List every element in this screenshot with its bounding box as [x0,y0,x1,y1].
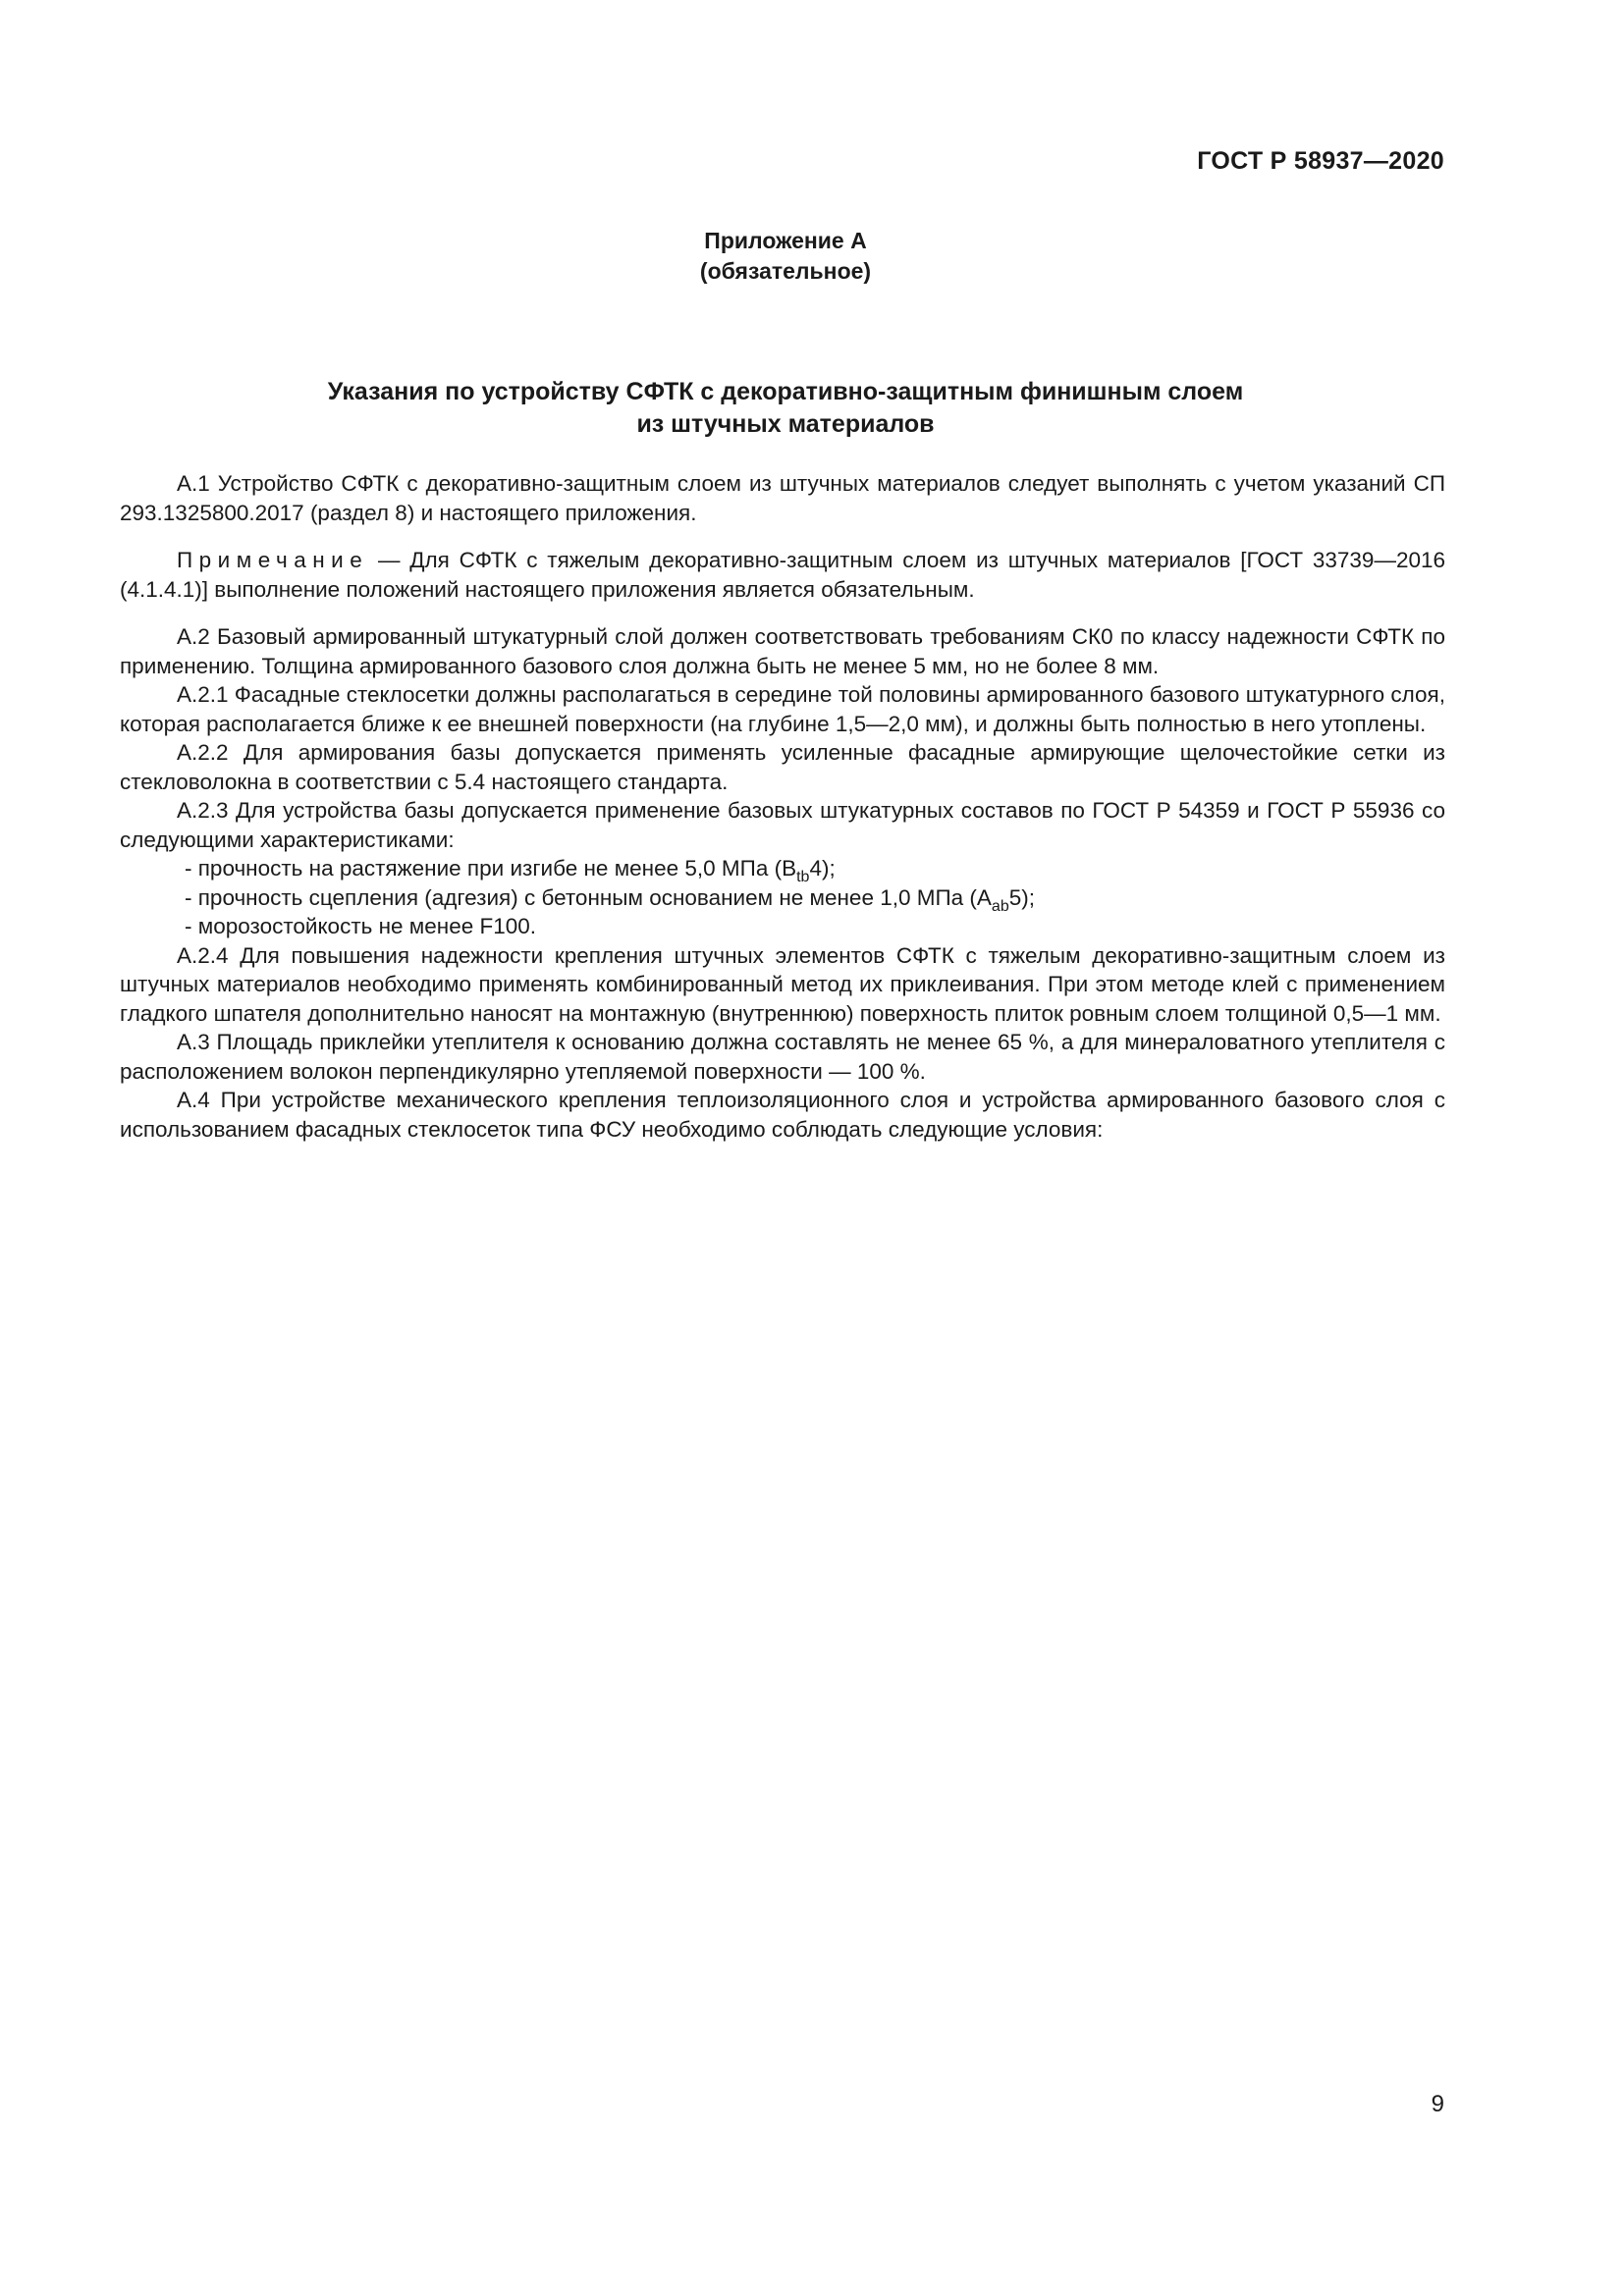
annex-status: (обязательное) [699,258,872,284]
list-item [120,912,1445,941]
annex-title-line-2: из штучных материалов [636,410,935,438]
document-body [120,469,1445,1144]
paragraph-a2-1: А.2.1 Фасадные стеклосетки должны располагаться в середине той половины армированного базового штукатурного слоя, которая располагается ближе к ее внешней поверхности (на глубине 1,5—2,0 мм), и должны быть полностью в него утоплены. [120,682,1445,736]
list-item-suffix: 5); [1008,884,1035,910]
paragraph-a2: А.2 Базовый армированный штукатурный слой должен соответствовать требованиям СК0 по классу надежности СФТК по применению. Толщина армированного базового слоя должна быть не менее 5 мм, но не более 8 мм. [120,624,1445,678]
note-text: — Для СФТК с тяжелым декоративно-защитным слоем из штучных материалов [ГОСТ 33739—2016 (4.1.4.1)] выполнение положений настоящего приложения является обязательным. [120,548,1445,602]
note-paragraph [120,546,1445,604]
list-item-text: - прочность сцепления (адгезия) с бетонным основанием не менее 1,0 МПа (A [185,884,992,910]
annex-label: Приложение А [704,228,867,253]
list-item-subscript: ab [991,897,1009,915]
paragraph-a4: А.4 При устройстве механического крепления теплоизоляционного слоя и устройства армированного базового слоя с использованием фасадных стеклосеток типа ФСУ необходимо соблюдать следующие условия: [120,1088,1445,1142]
paragraph-a2-4: А.2.4 Для повышения надежности крепления штучных элементов СФТК с тяжелым декоративно-защитным слоем из штучных материалов необходимо применять комбинированный метод их приклеивания. При этом методе клей с применением гладкого шпателя дополнительно наносят на монтажную (внутреннюю) поверхность плиток ровным слоем толщиной 0,5—1 мм. [120,942,1445,1026]
annex-title-line-1: Указания по устройству СФТК с декоративно-защитным финишным слоем [327,378,1244,405]
document-code: ГОСТ Р 58937—2020 [1197,147,1444,175]
list-item-subscript: tb [796,869,810,885]
page-number: 9 [1431,2091,1444,2117]
paragraph-a2-2: А.2.2 Для армирования базы допускается применять усиленные фасадные армирующие щелочестойкие сетки из стекловолокна в соответствии с 5.4 настоящего стандарта. [120,740,1445,794]
list-item [120,854,1445,883]
list-item-text: - прочность на растяжение при изгибе не менее 5,0 МПа (B [185,856,797,881]
list-item-text: - морозостойкость не менее F100. [185,914,537,938]
paragraph-a3: А.3 Площадь приклейки утеплителя к основанию должна составлять не менее 65 %, а для минераловатного утеплителя с расположением волокон перпендикулярно утепляемой поверхности — 100 %. [120,1030,1445,1084]
annex-title [0,376,1571,441]
annex-heading [0,226,1571,287]
list-item-suffix: 4); [809,856,836,881]
paragraph-a1: А.1 Устройство СФТК с декоративно-защитным слоем из штучных материалов следует выполнять с учетом указаний СП 293.1325800.2017 (раздел 8) и настоящего приложения. [120,471,1445,525]
note-label: Примечание [177,548,369,572]
paragraph-a2-3: А.2.3 Для устройства базы допускается применение базовых штукатурных составов по ГОСТ Р 54359 и ГОСТ Р 55936 со следующими характеристиками: [120,798,1445,852]
list-item [120,883,1445,913]
